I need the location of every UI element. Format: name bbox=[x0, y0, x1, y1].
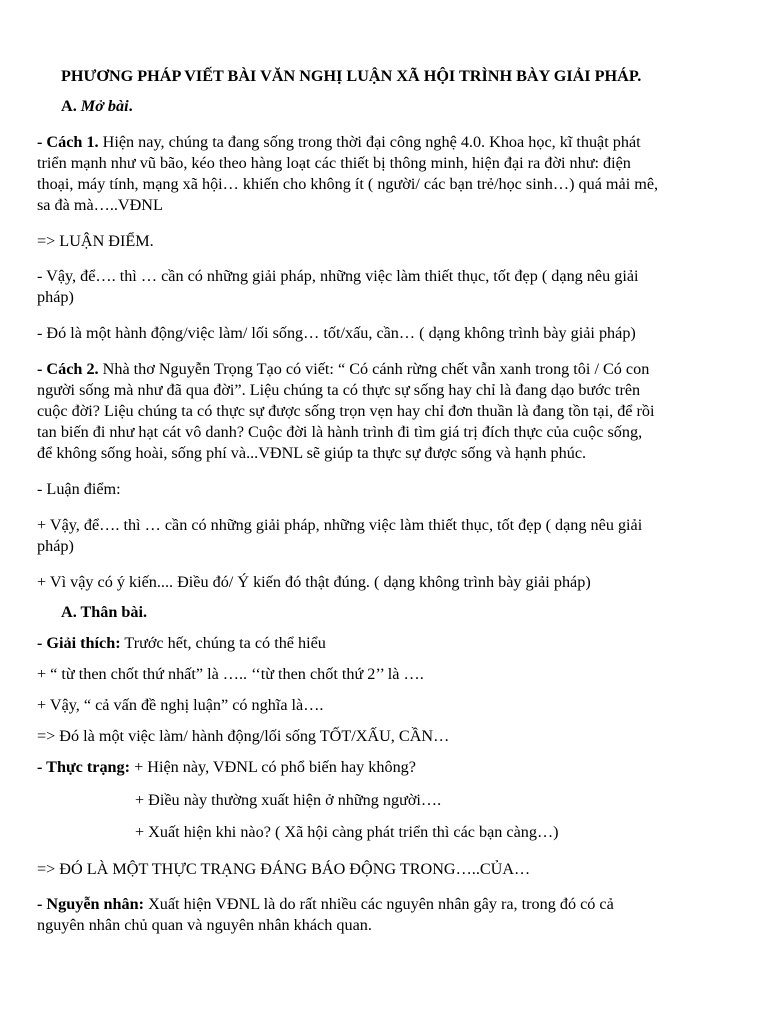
page-title: PHƯƠNG PHÁP VIẾT BÀI VĂN NGHỊ LUẬN XÃ HỘI TRÌNH BÀY GIẢI PHÁP. bbox=[61, 67, 642, 85]
cach1-label: - Cách 1. bbox=[37, 133, 99, 151]
cach1-line-2: triển mạnh như vũ bão, kéo theo hàng loạt các thiết bị thông minh, hiện đại ra đời như: điện bbox=[37, 154, 631, 172]
cach1-line-4: sa đà mà…..VĐNL bbox=[37, 196, 163, 214]
plus1-line-2: pháp) bbox=[37, 537, 74, 555]
giai-thich-item-3: => Đó là một việc làm/ hành động/lối sống TỐT/XẤU, CẦN… bbox=[37, 727, 450, 745]
thuc-trang-label: - Thực trạng: bbox=[37, 758, 131, 776]
cach2-text-1: Nhà thơ Nguyễn Trọng Tạo có viết: “ Có cánh rừng chết vẫn xanh trong tôi / Có con bbox=[98, 360, 650, 378]
giai-thich-item-2: + Vậy, “ cả vấn đề nghị luận” có nghĩa là…. bbox=[37, 696, 324, 714]
thuc-trang-item-3: + Xuất hiện khi nào? ( Xã hội càng phát triển thì các bạn càng…) bbox=[135, 823, 559, 841]
giai-thich-text: Trước hết, chúng ta có thể hiểu bbox=[120, 634, 326, 652]
thuc-trang-item-2: + Điều này thường xuất hiện ở những người…. bbox=[135, 791, 442, 809]
cach2-line-2: người sống mà như đã qua đời”. Liệu chúng ta có thực sự sống hay chỉ là đang dạo bước trên bbox=[37, 381, 641, 399]
nguyen-nhan-line-2: nguyên nhân chủ quan và nguyên nhân khách quan. bbox=[37, 916, 372, 934]
cach2-line-3: cuộc đời? Liệu chúng ta có thực sự được sống trọn vẹn hay chỉ đơn thuần là đang tồn tại, để rồi bbox=[37, 402, 655, 420]
mo-bai-heading-italic: Mở bài bbox=[80, 97, 129, 115]
nguyen-nhan-line-1 bbox=[37, 894, 614, 915]
cach2-label: - Cách 2. bbox=[37, 360, 99, 378]
luan-diem-arrow: => LUẬN ĐIỂM. bbox=[37, 232, 154, 250]
mo-bai-heading-suffix: . bbox=[128, 97, 133, 115]
cach2-line-5: để không sống hoài, sống phí và...VĐNL sẽ giúp ta thực sự được sống và hạnh phúc. bbox=[37, 444, 587, 462]
nguyen-nhan-text-1: Xuất hiện VĐNL là do rất nhiều các nguyên nhân gây ra, trong đó có cả bbox=[144, 895, 614, 913]
giai-thich-item-1: + “ từ then chốt thứ nhất” là ….. ‘‘từ then chốt thứ 2’’ là …. bbox=[37, 665, 424, 683]
plus1-line-1: + Vậy, để…. thì … cần có những giải pháp, những việc làm thiết thục, tốt đẹp ( dạng nêu giải bbox=[37, 516, 643, 534]
than-bai-heading: A. Thân bài. bbox=[61, 603, 148, 621]
luan-diem-label: - Luận điểm: bbox=[37, 480, 121, 498]
item1-line-2: pháp) bbox=[37, 288, 74, 306]
giai-thich-line bbox=[37, 633, 326, 654]
mo-bai-heading-prefix: A. bbox=[61, 97, 81, 115]
thuc-trang-conclusion: => ĐÓ LÀ MỘT THỰC TRẠNG ĐÁNG BÁO ĐỘNG TRONG…..CỦA… bbox=[37, 860, 531, 878]
thuc-trang-text: + Hiện này, VĐNL có phổ biến hay không? bbox=[130, 758, 416, 776]
thuc-trang-line bbox=[37, 757, 416, 778]
item2-line: - Đó là một hành động/việc làm/ lối sống… tốt/xấu, cần… ( dạng không trình bày giải pháp) bbox=[37, 324, 636, 342]
cach1-text-1: Hiện nay, chúng ta đang sống trong thời đại công nghệ 4.0. Khoa học, kĩ thuật phát bbox=[98, 133, 641, 151]
giai-thich-label: - Giải thích: bbox=[37, 634, 121, 652]
cach1-line-1 bbox=[37, 132, 641, 153]
plus2-line: + Vì vậy có ý kiến.... Điều đó/ Ý kiến đó thật đúng. ( dạng không trình bày giải pháp) bbox=[37, 573, 591, 591]
cach1-line-3: thoại, máy tính, mạng xã hội… khiến cho không ít ( người/ các bạn trẻ/học sinh…) quá mải mê, bbox=[37, 175, 659, 193]
mo-bai-heading bbox=[61, 96, 133, 117]
cach2-line-4: tan biến đi như hạt cát vô danh? Cuộc đời là hành trình đi tìm giá trị đích thực của cuộc sống, bbox=[37, 423, 643, 441]
nguyen-nhan-label: - Nguyễn nhân: bbox=[37, 895, 145, 913]
cach2-line-1 bbox=[37, 359, 649, 380]
item1-line-1: - Vậy, để…. thì … cần có những giải pháp, những việc làm thiết thục, tốt đẹp ( dạng nêu giải bbox=[37, 267, 639, 285]
